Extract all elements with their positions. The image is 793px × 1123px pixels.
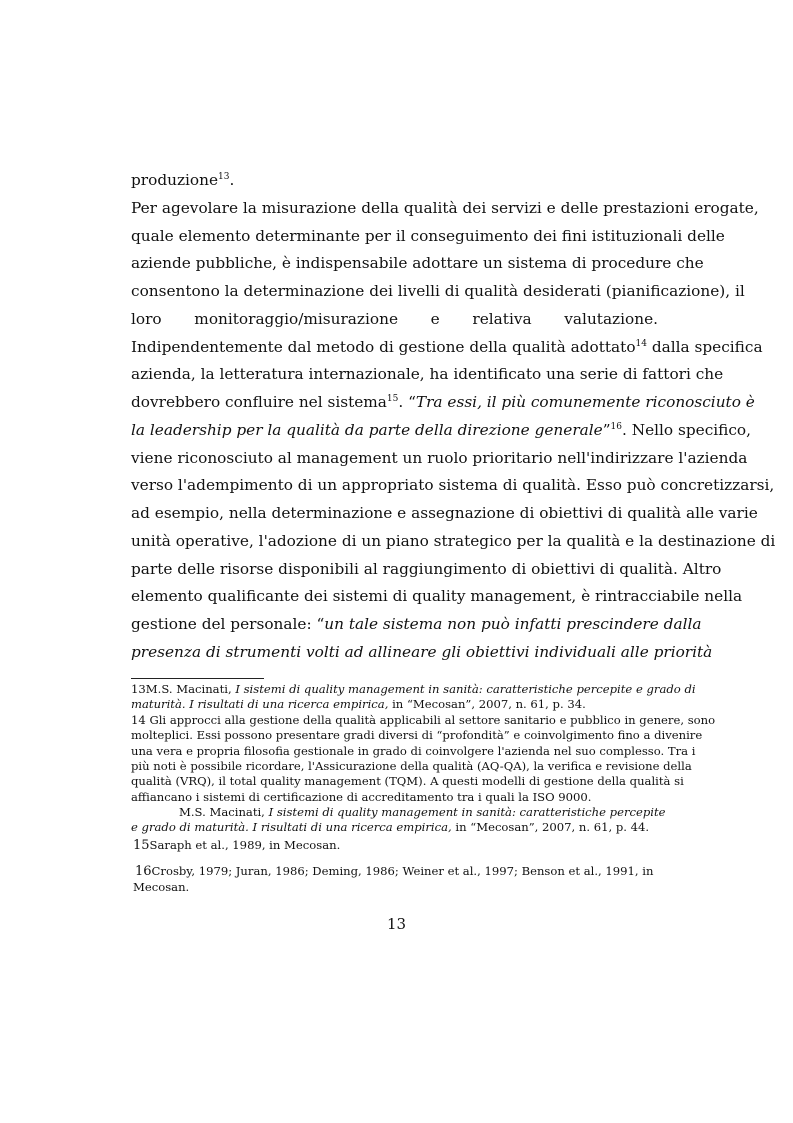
body-line: verso l'adempimento di un appropriato sistema di qualità. Esso può concretizzarsi, xyxy=(131,476,775,494)
footnote-14-line: una vera e propria filosofia gestionale in grado di coinvolgere l'azienda nel suo complesso. Tra i xyxy=(131,744,696,758)
body-line: azienda, la letteratura internazionale, ha identificato una serie di fattori che xyxy=(131,365,724,383)
footnote-15: 15Saraph et al., 1989, in Mecosan. xyxy=(133,838,341,853)
footnote-ref-16[interactable]: 16 xyxy=(610,422,622,432)
footnote-14-citation: M.S. Macinati, I sistemi di quality management in sanità: caratteristiche percepite xyxy=(179,805,666,819)
footnote-14-line: molteplici. Essi possono presentare gradi diversi di “profondità” e coinvolgimento fino a divenire xyxy=(131,728,703,742)
body-line: Per agevolare la misurazione della qualità dei servizi e delle prestazioni erogate, xyxy=(131,199,759,217)
footnote-ref-15[interactable]: 15 xyxy=(386,394,399,404)
footnote-14: 14 Gli approcci alla gestione della qualità applicabili al settore sanitario e pubblico in genere, sono xyxy=(131,713,716,727)
footnote-16-cont: Mecosan. xyxy=(133,880,190,894)
footnote-14-line: qualità (VRQ), il total quality management (TQM). A questi modelli di gestione della qualità si xyxy=(131,774,684,788)
footnote-16: 16Crosby, 1979; Juran, 1986; Deming, 1986; Weiner et al., 1997; Benson et al., 1991, in xyxy=(135,864,654,879)
footnote-13: 13M.S. Macinati, I sistemi di quality management in sanità: caratteristiche percepite e grado di xyxy=(131,682,696,696)
body-line: dovrebbero confluire nel sistema$^{15}$. “Tra essi, il più comunemente riconosciuto è xyxy=(131,393,755,411)
body-line: gestione del personale: “un tale sistema non può infatti prescindere dalla xyxy=(131,615,702,633)
footnote-14-citation-cont: e grado di maturità. I risultati di una ricerca empirica, in “Mecosan”, 2007, n. 61, p. 44. xyxy=(131,820,650,834)
footnote-14-line: più noti è possibile ricordare, l'Assicurazione della qualità (AQ-QA), la verifica e revisione della xyxy=(131,759,692,773)
footnote-14-line: affiancano i sistemi di certificazione di accreditamento tra i quali la ISO 9000. xyxy=(131,790,592,804)
page-number: 13 xyxy=(386,915,407,933)
body-line: elemento qualificante dei sistemi di quality management, è rintracciabile nella xyxy=(131,587,743,605)
body-line: parte delle risorse disponibili al raggiungimento di obiettivi di qualità. Altro xyxy=(131,560,722,578)
body-line: quale elemento determinante per il conseguimento dei fini istituzionali delle xyxy=(131,227,725,245)
body-line: Indipendentemente dal metodo di gestione della qualità adottato$^{14}$ dalla specifica xyxy=(131,338,763,356)
body-line: unità operative, l'adozione di un piano strategico per la qualità e la destinazione di xyxy=(131,532,776,550)
body-line: ad esempio, nella determinazione e assegnazione di obiettivi di qualità alle varie xyxy=(131,504,758,522)
footnote-ref-14[interactable]: 14 xyxy=(635,339,647,349)
footnote-separator xyxy=(131,678,264,679)
body-line: produzione$^{13}$. xyxy=(131,171,235,189)
body-line: aziende pubbliche, è indispensabile adottare un sistema di procedure che xyxy=(131,254,704,272)
body-line: la leadership per la qualità da parte della direzione generale”$^{16}$. Nello specifico, xyxy=(131,421,751,439)
footnote-ref-13[interactable]: 13 xyxy=(218,172,230,182)
body-line: presenza di strumenti volti ad allineare gli obiettivi individuali alle priorità xyxy=(131,643,713,661)
body-line: loro monitoraggio/misurazione e relativa valutazione. xyxy=(131,310,658,328)
footnote-13-cont: maturità. I risultati di una ricerca empirica, in “Mecosan”, 2007, n. 61, p. 34. xyxy=(131,697,586,711)
body-line: consentono la determinazione dei livelli di qualità desiderati (pianificazione), il xyxy=(131,282,745,300)
body-line: viene riconosciuto al management un ruolo prioritario nell'indirizzare l'azienda xyxy=(131,449,748,467)
